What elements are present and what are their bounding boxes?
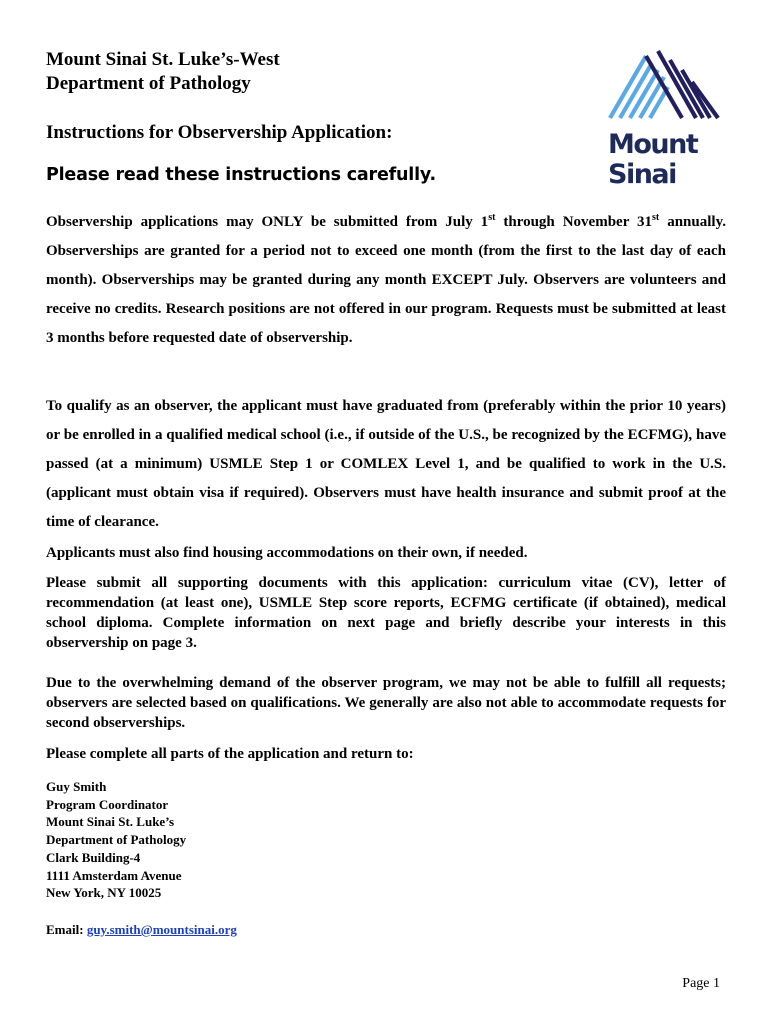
paragraph-housing: Applicants must also find housing accommodations on their own, if needed. xyxy=(46,545,528,561)
paragraph-submission-dates xyxy=(46,208,726,353)
department-name: Department of Pathology xyxy=(46,73,251,94)
p1-sup-2: st xyxy=(652,212,660,223)
email-link[interactable]: guy.smith@mountsinai.org xyxy=(86,922,237,937)
read-carefully-heading: Please read these instructions carefully. xyxy=(46,165,436,185)
paragraph-demand: Due to the overwhelming demand of the observer program, we may not be able to fulfill all requests; observers are selected based on qualifications. We generally are also not able to accommodate requests for second observerships. xyxy=(46,675,726,731)
address-building: Clark Building-4 xyxy=(46,849,141,865)
mailing-address xyxy=(46,778,186,902)
instructions-title: Instructions for Observership Application: xyxy=(46,122,393,143)
p1-text-c: annually. Observerships are granted for a period not to exceed one month (from the first to the last day of each month). Observerships may be granted during any month EXCEPT July. Observers are volunteers and receive no credits. Research positions are not offered in our program. Requests must be submitted at least 3 months before requested date of observership. xyxy=(46,214,726,346)
address-name: Guy Smith xyxy=(46,779,107,794)
address-title: Program Coordinator xyxy=(46,796,169,812)
p1-sup-1: st xyxy=(488,212,496,223)
p1-text-a: Observership applications may ONLY be submitted from July 1 xyxy=(46,214,489,230)
institution-name: Mount Sinai St. Luke’s-West xyxy=(46,49,280,70)
logo-word-sinai: Sinai xyxy=(608,159,676,190)
address-dept: Department of Pathology xyxy=(46,832,187,848)
address-city: New York, NY 10025 xyxy=(46,885,162,901)
paragraph-qualifications: To qualify as an observer, the applicant must have graduated from (preferably within the prior 10 years) or be enrolled in a qualified medical school (i.e., if outside of the U.S., be recognized by the ECFMG), have passed (at a minimum) USMLE Step 1 or COMLEX Level 1, and be qualified to work in the U.S. (applicant must obtain visa if required). Observers must have health insurance and submit proof at the time of clearance. xyxy=(46,398,726,530)
paragraph-return-to: Please complete all parts of the application and return to: xyxy=(46,746,414,762)
page-number: Page 1 xyxy=(682,976,720,991)
p1-text-b: through November 31 xyxy=(495,214,653,230)
email-line xyxy=(46,922,237,938)
logo-word-mount: Mount xyxy=(608,129,698,160)
paragraph-documents: Please submit all supporting documents with this application: curriculum vitae (CV), letter of recommendation (at least one), USMLE Step score reports, ECFMG certificate (if obtained), medical school diploma. Complete information on next page and briefly describe your interests in this observership on page 3. xyxy=(46,575,726,651)
email-label: Email: xyxy=(46,922,87,937)
address-street: 1111 Amsterdam Avenue xyxy=(46,867,182,883)
address-org: Mount Sinai St. Luke’s xyxy=(46,814,175,830)
